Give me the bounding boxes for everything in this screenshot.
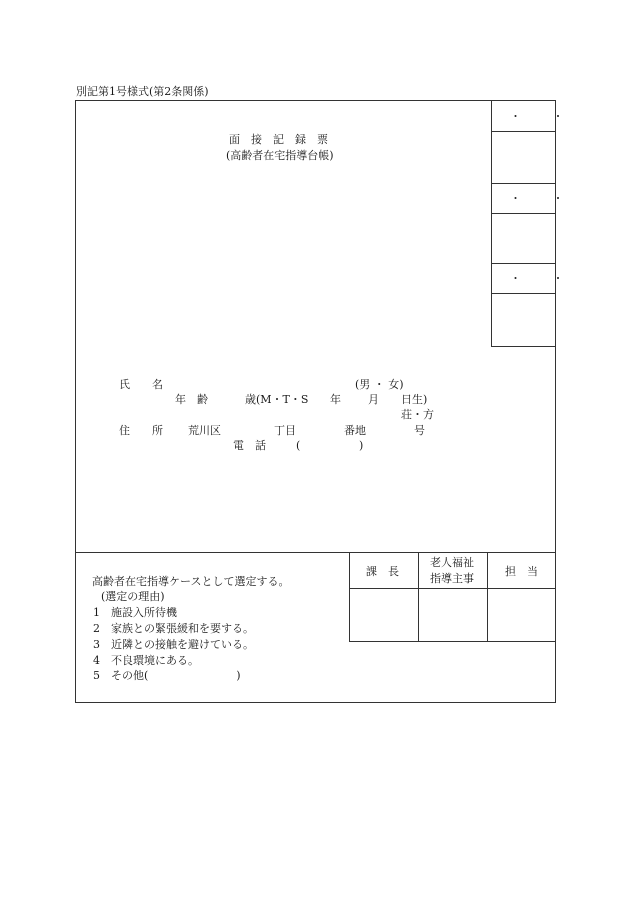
approval-head-tanto: 担 当 (505, 565, 538, 578)
stamp-divider (491, 183, 556, 184)
form-subtitle: (高齢者在宅指導台帳) (226, 149, 334, 162)
reason-item: 5 その他( ) (93, 669, 241, 682)
gender-field: (男 ・ 女) (355, 378, 404, 391)
approval-head-shidou-line2: 指導主事 (430, 572, 474, 585)
reason-item: 3 近隣との接触を避けている。 (93, 638, 254, 651)
address-label: 住 所 (119, 424, 163, 437)
reason-item: 1 施設入所待機 (93, 606, 177, 619)
banchi-label: 番地 (344, 424, 366, 437)
approval-header-divider (349, 588, 556, 589)
form-label: 別記第1号様式(第2条関係) (76, 85, 209, 98)
selection-statement: 高齢者在宅指導ケースとして選定する。 (92, 575, 290, 588)
age-label: 年 齢 (175, 393, 208, 406)
form-title: 面 接 記 録 票 (229, 133, 328, 146)
chome-label: 丁目 (274, 424, 296, 437)
go-label: 号 (414, 424, 425, 437)
stamp-divider (491, 293, 556, 294)
approval-head-kacho: 課 長 (366, 565, 399, 578)
stamp-divider (491, 213, 556, 214)
reason-header: (選定の理由) (101, 590, 165, 603)
stamp-dots: ・ ・ (510, 192, 578, 205)
stamp-dots: ・ ・ (510, 272, 578, 285)
phone-close: ) (359, 439, 364, 452)
stamp-dots: ・ ・ (510, 110, 578, 123)
approval-col-divider (487, 552, 488, 642)
approval-head-shidou-line1: 老人福祉 (430, 556, 474, 569)
stamp-col-bottom (491, 346, 556, 347)
birth-month-label: 月 (368, 393, 379, 406)
phone-open: ( (296, 439, 301, 452)
ward-label: 荒川区 (188, 424, 221, 437)
stamp-col-left (491, 100, 492, 346)
birth-year-label: 年 (330, 393, 341, 406)
approval-col-divider (418, 552, 419, 642)
birth-day-label: 日生) (401, 393, 428, 406)
stamp-divider (491, 263, 556, 264)
age-unit: 歳(M・T・S (245, 393, 309, 406)
so-kata-label: 荘・方 (401, 408, 434, 421)
name-label: 氏 名 (119, 378, 163, 391)
phone-label: 電 話 (233, 439, 266, 452)
reason-item: 2 家族との緊張緩和を要する。 (93, 622, 254, 635)
stamp-divider (491, 131, 556, 132)
reason-item: 4 不良環境にある。 (93, 654, 199, 667)
